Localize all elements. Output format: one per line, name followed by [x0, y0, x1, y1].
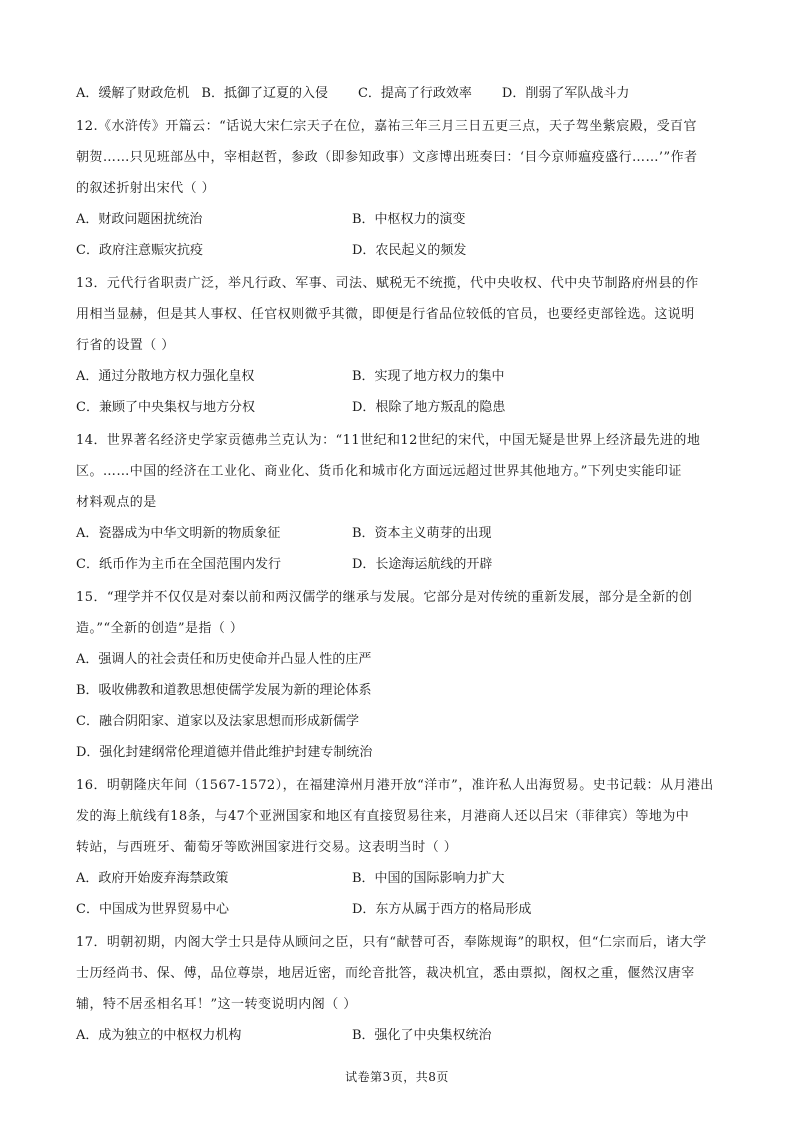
q15-stem-line: 15．“理学并不仅仅是对秦以前和两汉儒学的继承与发展。它部分是对传统的重新发展，部分是全新的创: [76, 590, 693, 605]
q11-options: [76, 78, 722, 109]
q14-option-b[interactable]: B．资本主义萌芽的出现: [352, 526, 492, 541]
question-17: [76, 927, 722, 1051]
q17-stem-line: 17．明朝初期，内阁大学士只是侍从顾问之臣，只有“献替可否，奉陈规诲”的职权，但“仁宗而后，诸大学: [76, 935, 707, 950]
q13-option-d[interactable]: D．根除了地方叛乱的隐患: [352, 400, 506, 415]
q16-option-c[interactable]: C．中国成为世界贸易中心: [76, 902, 229, 917]
q13-stem-line: 行省的设置（ ）: [76, 338, 175, 353]
q11-option-a[interactable]: A．缓解了财政危机: [76, 85, 190, 101]
q12-option-b[interactable]: B．中枢权力的演变: [352, 212, 466, 227]
q13-stem-line: 13．元代行省职责广泛，举凡行政、军事、司法、赋税无不统揽，代中央收权、代中央节制路府州县的作: [76, 276, 699, 291]
q11-option-b[interactable]: B．抵御了辽夏的入侵: [201, 85, 328, 101]
q16-options: [76, 863, 722, 925]
q13-option-c[interactable]: C．兼顾了中央集权与地方分权: [76, 400, 255, 415]
question-12: [76, 111, 722, 266]
q12-option-d[interactable]: D．农民起义的频发: [352, 243, 467, 258]
q14-option-d[interactable]: D．长途海运航线的开辟: [352, 557, 493, 572]
question-14: [76, 425, 722, 580]
q17-stem: [76, 927, 722, 1020]
q13-stem-line: 用相当显赫，但是其人事权、任官权则微乎其微，即便是行省品位较低的官员，也要经吏部铨选。这说明: [76, 307, 695, 322]
q12-option-a[interactable]: A．财政问题困扰统治: [76, 212, 203, 227]
q14-option-c[interactable]: C．纸币作为主币在全国范围内发行: [76, 557, 281, 572]
q17-stem-line: 辅，特不居丞相名耳！”这一转变说明内阁（ ）: [76, 997, 357, 1012]
q14-stem-line: 区。……中国的经济在工业化、商业化、货币化和城市化方面远远超过世界其他地方。”下列史实能印证: [76, 464, 682, 479]
q13-option-b[interactable]: B．实现了地方权力的集中: [352, 369, 505, 384]
q12-stem-line: 朝贺……只见班部丛中，宰相赵哲，参政（即参知政事）文彦博出班奏曰：‘目今京师瘟疫盛行……’”作者: [76, 150, 698, 165]
q11-option-d[interactable]: D．削弱了军队战斗力: [501, 85, 630, 101]
q16-option-d[interactable]: D．东方从属于西方的格局形成: [352, 902, 532, 917]
q13-stem: [76, 268, 722, 361]
q15-stem: [76, 582, 722, 644]
q13-options: [76, 361, 722, 423]
q12-stem-line: 的叙述折射出宋代（ ）: [76, 181, 216, 196]
question-15: [76, 582, 722, 768]
q12-option-c[interactable]: C．政府注意赈灾抗疫: [76, 243, 203, 258]
q17-option-b[interactable]: B．强化了中央集权统治: [352, 1028, 492, 1043]
q13-option-a[interactable]: A．通过分散地方权力强化皇权: [76, 369, 255, 384]
q15-option-b[interactable]: B．吸收佛教和道教思想使儒学发展为新的理论体系: [76, 683, 372, 698]
q15-option-d[interactable]: D．强化封建纲常伦理道德并借此维护封建专制统治: [76, 745, 373, 760]
q14-stem: [76, 425, 722, 518]
q14-stem-line: 材料观点的是: [76, 495, 157, 510]
q11-option-c[interactable]: C．提高了行政效率: [357, 85, 472, 101]
q12-stem-line: 12.《水浒传》开篇云：“话说大宋仁宗天子在位，嘉祐三年三月三日五更三点，天子驾坐紫宸殿，受百官: [76, 119, 697, 134]
exam-page: [76, 78, 722, 1051]
q15-option-a[interactable]: A．强调人的社会责任和历史使命并凸显人性的庄严: [76, 652, 372, 667]
page-footer: 试卷第3页，共8页: [345, 1070, 449, 1084]
q17-option-a[interactable]: A．成为独立的中枢权力机构: [76, 1028, 242, 1043]
question-16: [76, 770, 722, 925]
question-13: [76, 268, 722, 423]
q15-options: [76, 644, 722, 768]
q16-stem-line: 发的海上航线有18条，与47个亚洲国家和地区有直接贸易往来，月港商人还以吕宋（菲律宾）等地为中: [76, 809, 690, 824]
q14-options: [76, 518, 722, 580]
q15-option-c[interactable]: C．融合阴阳家、道家以及法家思想而形成新儒学: [76, 714, 359, 729]
q14-stem-line: 14．世界著名经济史学家贡德弗兰克认为：“11世纪和12世纪的宋代，中国无疑是世界上经济最先进的地: [76, 433, 701, 448]
q16-stem-line: 16．明朝隆庆年间（1567-1572），在福建漳州月港开放“洋市”，准许私人出海贸易。史书记载：从月港出: [76, 778, 714, 793]
q12-options: [76, 204, 722, 266]
q16-option-a[interactable]: A．政府开始废弃海禁政策: [76, 871, 229, 886]
q15-stem-line: 造。”“全新的创造”是指（ ）: [76, 621, 244, 636]
q16-stem-line: 转站，与西班牙、葡萄牙等欧洲国家进行交易。这表明当时（ ）: [76, 840, 458, 855]
q17-options: [76, 1020, 722, 1051]
q16-stem: [76, 770, 722, 863]
q14-option-a[interactable]: A．瓷器成为中华文明新的物质象征: [76, 526, 281, 541]
q16-option-b[interactable]: B．中国的国际影响力扩大: [352, 871, 505, 886]
q17-stem-line: 士历经尚书、保、傅，品位尊崇，地居近密，而纶音批答，裁决机宜，悉由票拟，阁权之重，偃然汉唐宰: [76, 966, 695, 981]
q12-stem: [76, 111, 722, 204]
